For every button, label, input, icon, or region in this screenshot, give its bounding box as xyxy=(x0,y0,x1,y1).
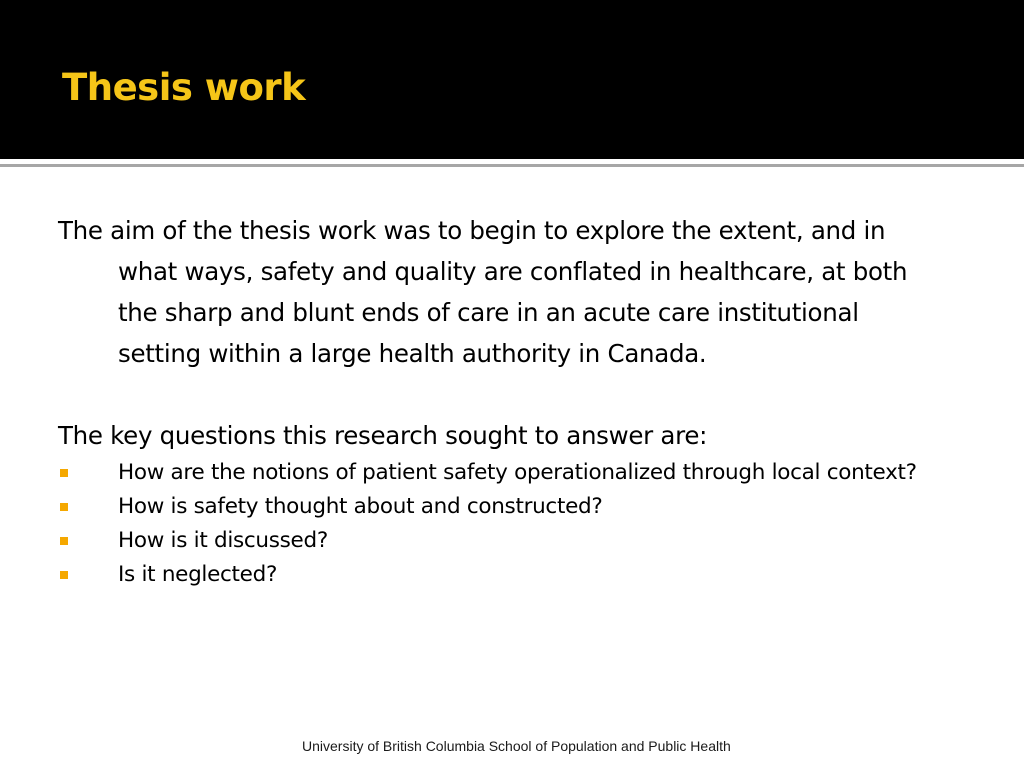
footer-text: University of British Columbia School of Population and Public Health xyxy=(302,738,731,754)
square-bullet-icon xyxy=(60,571,68,579)
square-bullet-icon xyxy=(60,469,68,477)
list-item xyxy=(58,558,938,592)
list-item-text: How is safety thought about and constructed? xyxy=(118,494,603,519)
square-bullet-icon xyxy=(60,537,68,545)
list-item xyxy=(58,490,938,524)
list-item-text: How are the notions of patient safety operationalized through local context? xyxy=(118,460,917,485)
list-item-text: How is it discussed? xyxy=(118,528,328,553)
list-item-text: Is it neglected? xyxy=(118,562,278,587)
questions-list xyxy=(58,456,938,592)
questions-intro: The key questions this research sought to answer are: xyxy=(58,421,708,450)
slide-title: Thesis work xyxy=(62,66,306,109)
list-item xyxy=(58,456,938,490)
aim-paragraph: The aim of the thesis work was to begin to explore the extent, and in what ways, safety and quality are conflated in healthcare, at both the sharp and blunt ends of care in an acute care institutional setting within a large health authority in Canada. xyxy=(58,216,908,368)
header-divider-white xyxy=(0,159,1024,163)
header-divider-gray xyxy=(0,164,1024,167)
slide-body xyxy=(58,210,938,592)
square-bullet-icon xyxy=(60,503,68,511)
list-item xyxy=(58,524,938,558)
title-bar xyxy=(0,0,1024,159)
